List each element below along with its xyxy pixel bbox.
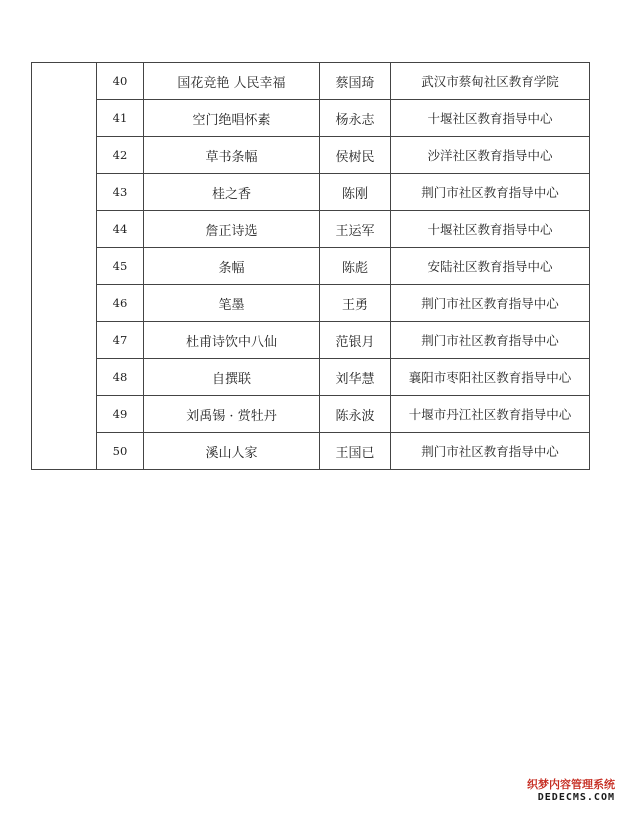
- work-title: 笔墨: [144, 285, 320, 322]
- author-name: 侯树民: [320, 137, 391, 174]
- table-row: [32, 137, 590, 174]
- work-title: 詹正诗选: [144, 211, 320, 248]
- work-title: 草书条幅: [144, 137, 320, 174]
- table-row: [32, 100, 590, 137]
- row-number: 46: [97, 285, 144, 322]
- author-name: 蔡国琦: [320, 63, 391, 100]
- award-list-table: [31, 62, 590, 470]
- organization: 十堰市丹江社区教育指导中心: [391, 396, 590, 433]
- table-row: [32, 285, 590, 322]
- row-number: 47: [97, 322, 144, 359]
- work-title: 刘禹锡 · 赏牡丹: [144, 396, 320, 433]
- author-name: 王勇: [320, 285, 391, 322]
- organization: 襄阳市枣阳社区教育指导中心: [391, 359, 590, 396]
- work-title: 空门绝唱怀素: [144, 100, 320, 137]
- author-name: 王运军: [320, 211, 391, 248]
- table-row: [32, 63, 590, 100]
- author-name: 陈刚: [320, 174, 391, 211]
- author-name: 范银月: [320, 322, 391, 359]
- author-name: 王国已: [320, 433, 391, 470]
- work-title: 溪山人家: [144, 433, 320, 470]
- author-name: 陈彪: [320, 248, 391, 285]
- row-number: 42: [97, 137, 144, 174]
- row-number: 41: [97, 100, 144, 137]
- row-number: 40: [97, 63, 144, 100]
- work-title: 自撰联: [144, 359, 320, 396]
- table-row: [32, 211, 590, 248]
- table-row: [32, 396, 590, 433]
- author-name: 刘华慧: [320, 359, 391, 396]
- author-name: 陈永波: [320, 396, 391, 433]
- table-row: [32, 433, 590, 470]
- row-number: 45: [97, 248, 144, 285]
- work-title: 条幅: [144, 248, 320, 285]
- work-title: 国花竞艳 人民幸福: [144, 63, 320, 100]
- row-number: 44: [97, 211, 144, 248]
- table-row: [32, 174, 590, 211]
- watermark-domain: DEDECMS.COM: [537, 791, 615, 803]
- organization: 十堰社区教育指导中心: [391, 211, 590, 248]
- row-number: 43: [97, 174, 144, 211]
- row-number: 50: [97, 433, 144, 470]
- watermark-logo: [527, 779, 615, 803]
- work-title: 杜甫诗饮中八仙: [144, 322, 320, 359]
- organization: 沙洋社区教育指导中心: [391, 137, 590, 174]
- category-cell: [32, 63, 97, 470]
- organization: 荆门市社区教育指导中心: [391, 322, 590, 359]
- work-title: 桂之香: [144, 174, 320, 211]
- organization: 荆门市社区教育指导中心: [391, 285, 590, 322]
- author-name: 杨永志: [320, 100, 391, 137]
- organization: 武汉市蔡甸社区教育学院: [391, 63, 590, 100]
- organization: 十堰社区教育指导中心: [391, 100, 590, 137]
- table-row: [32, 359, 590, 396]
- row-number: 48: [97, 359, 144, 396]
- organization: 荆门市社区教育指导中心: [391, 174, 590, 211]
- organization: 安陆社区教育指导中心: [391, 248, 590, 285]
- watermark-title: 织梦内容管理系统: [527, 777, 615, 791]
- table-row: [32, 248, 590, 285]
- organization: 荆门市社区教育指导中心: [391, 433, 590, 470]
- award-list-body: [32, 63, 590, 470]
- row-number: 49: [97, 396, 144, 433]
- table-row: [32, 322, 590, 359]
